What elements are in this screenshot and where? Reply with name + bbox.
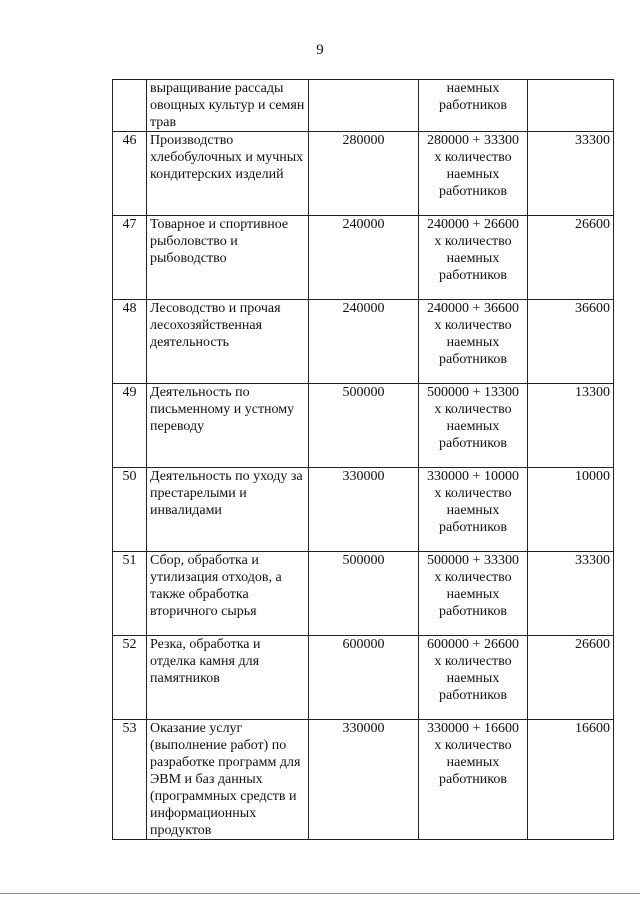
base-amount: 500000 xyxy=(309,384,419,468)
rate-per-worker: 10000 xyxy=(528,468,614,552)
activity-name: Производство хлебобулочных и мучных кондитерских изделий xyxy=(147,132,309,216)
row-number: 52 xyxy=(113,636,147,720)
activity-name: Оказание услуг (выполнение работ) по разработке программ для ЭВМ и баз данных (программных средств и информационных продуктов xyxy=(147,720,309,840)
base-amount: 280000 xyxy=(309,132,419,216)
rate-per-worker: 16600 xyxy=(528,720,614,840)
base-amount: 500000 xyxy=(309,552,419,636)
row-number: 47 xyxy=(113,216,147,300)
formula: 330000 + 10000 х количество наемных работников xyxy=(419,468,528,552)
activity-name: Деятельность по уходу за престарелыми и инвалидами xyxy=(147,468,309,552)
row-number: 46 xyxy=(113,132,147,216)
rate-per-worker: 26600 xyxy=(528,636,614,720)
formula: 500000 + 33300 х количество наемных работников xyxy=(419,552,528,636)
rate-per-worker xyxy=(528,80,614,132)
base-amount: 330000 xyxy=(309,468,419,552)
page-number: 9 xyxy=(316,42,324,58)
rate-per-worker: 36600 xyxy=(528,300,614,384)
table-row xyxy=(113,384,614,468)
base-amount: 240000 xyxy=(309,216,419,300)
rate-per-worker: 33300 xyxy=(528,552,614,636)
activity-name: Деятельность по письменному и устному переводу xyxy=(147,384,309,468)
formula: 600000 + 26600 х количество наемных работников xyxy=(419,636,528,720)
row-number: 53 xyxy=(113,720,147,840)
table-body xyxy=(113,80,614,840)
activity-name: Лесоводство и прочая лесохозяйственная деятельность xyxy=(147,300,309,384)
table-row xyxy=(113,132,614,216)
table-row xyxy=(113,636,614,720)
activity-name: Резка, обработка и отделка камня для памятников xyxy=(147,636,309,720)
base-amount: 600000 xyxy=(309,636,419,720)
formula: 330000 + 16600 х количество наемных работников xyxy=(419,720,528,840)
activity-name: Сбор, обработка и утилизация отходов, а также обработка вторичного сырья xyxy=(147,552,309,636)
base-amount xyxy=(309,80,419,132)
row-number: 49 xyxy=(113,384,147,468)
row-number: 50 xyxy=(113,468,147,552)
table-row xyxy=(113,552,614,636)
rate-per-worker: 13300 xyxy=(528,384,614,468)
tax-table xyxy=(112,79,614,840)
formula: наемных работников xyxy=(419,80,528,132)
activity-name: выращивание рассады овощных культур и семян трав xyxy=(147,80,309,132)
rate-per-worker: 26600 xyxy=(528,216,614,300)
formula: 240000 + 26600 х количество наемных работников xyxy=(419,216,528,300)
row-number: 51 xyxy=(113,552,147,636)
formula: 240000 + 36600 х количество наемных работников xyxy=(419,300,528,384)
table-row xyxy=(113,216,614,300)
base-amount: 240000 xyxy=(309,300,419,384)
formula: 500000 + 13300 х количество наемных работников xyxy=(419,384,528,468)
base-amount: 330000 xyxy=(309,720,419,840)
formula: 280000 + 33300 х количество наемных работников xyxy=(419,132,528,216)
row-number: 48 xyxy=(113,300,147,384)
table-row xyxy=(113,468,614,552)
rate-per-worker: 33300 xyxy=(528,132,614,216)
row-number xyxy=(113,80,147,132)
bottom-rule xyxy=(0,893,640,894)
activity-name: Товарное и спортивное рыболовство и рыбоводство xyxy=(147,216,309,300)
table-row xyxy=(113,80,614,132)
table-row xyxy=(113,720,614,840)
table-row xyxy=(113,300,614,384)
